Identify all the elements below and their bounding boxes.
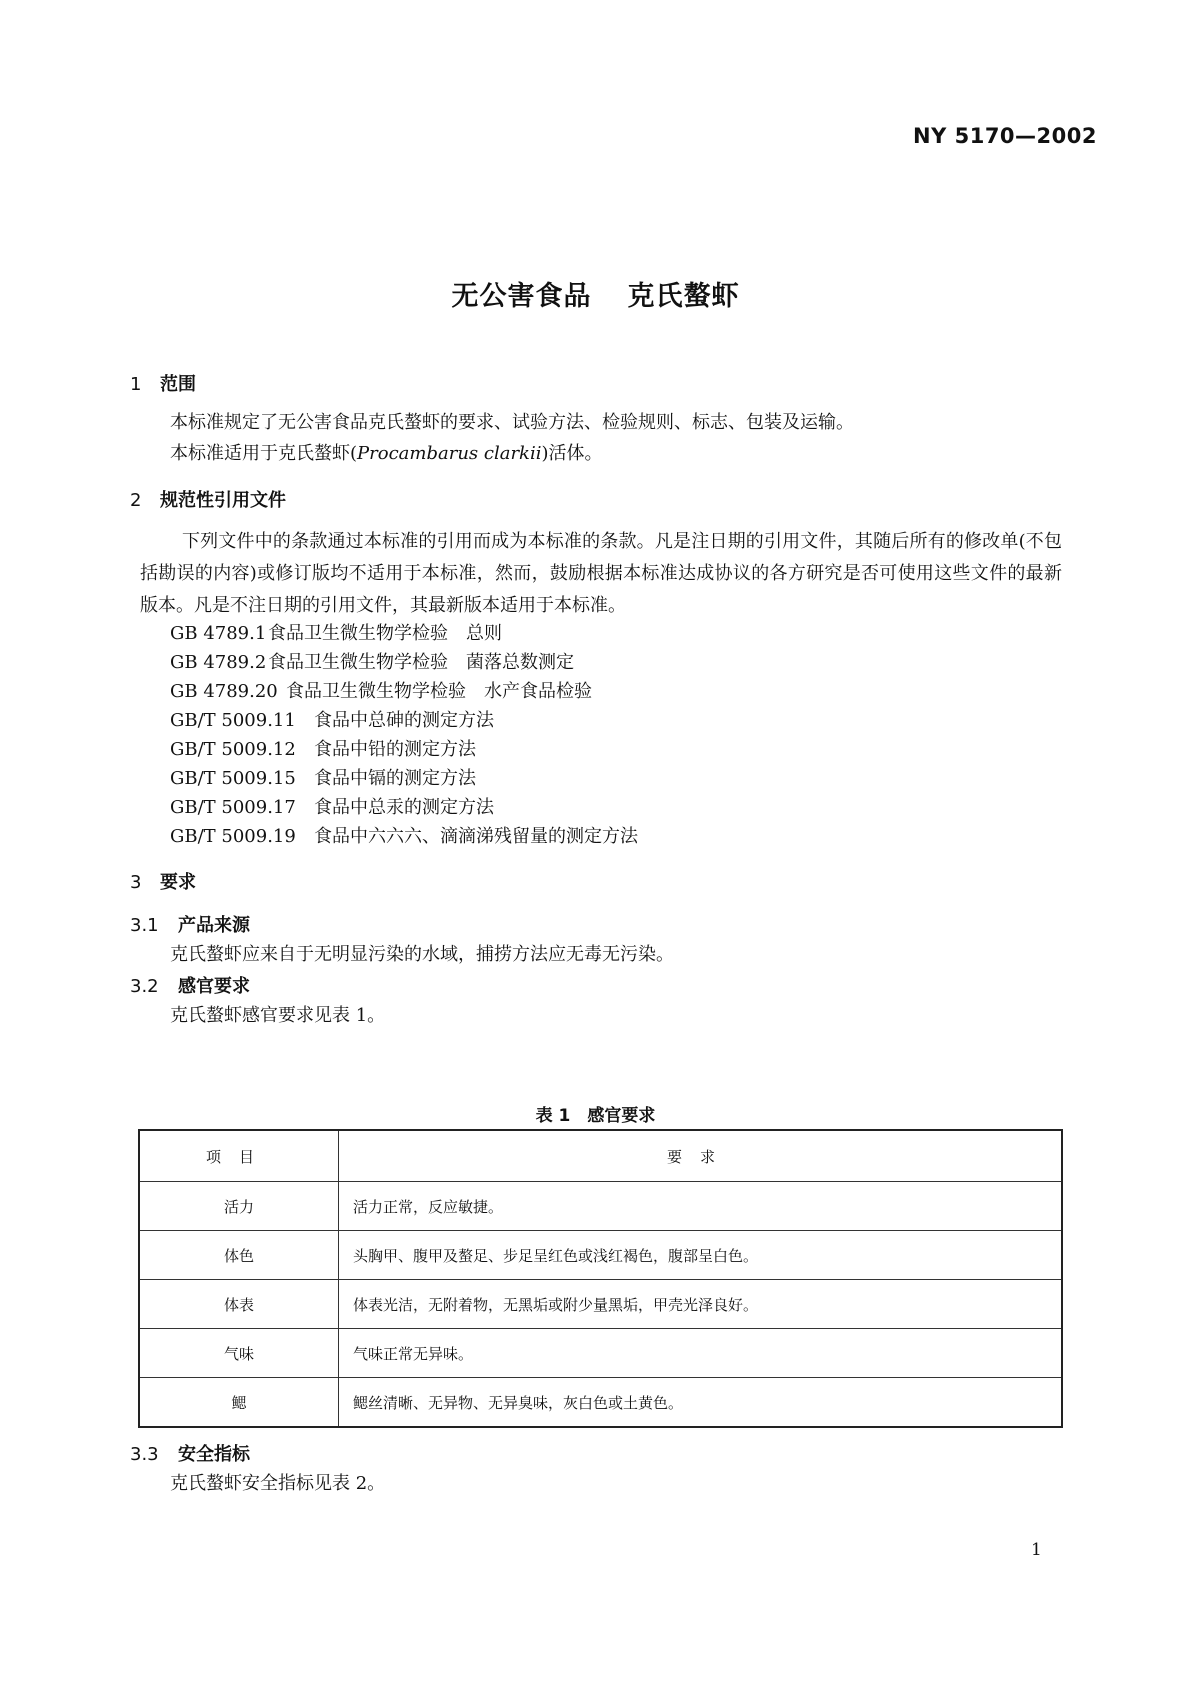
reference-title: 食品卫生微生物学检验 水产食品检验 [286,681,592,702]
requirement-cell: 活力正常，反应敏捷。 [339,1182,1063,1231]
section-number: 3.3 [130,1444,159,1465]
item-cell: 活力 [139,1182,339,1231]
item-cell: 气味 [139,1329,339,1378]
scope-text-post: )活体。 [541,443,603,464]
species-latin-name: Procambarus clarkii [357,443,542,464]
section-title: 安全指标 [178,1444,250,1465]
sensory-requirements-table [138,1129,1063,1428]
document-title [0,274,1191,313]
reference-code: GB/T 5009.19 [170,826,296,847]
section-number: 3 [130,872,142,893]
reference-code: GB/T 5009.17 [170,797,296,818]
reference-item [170,706,494,732]
section-3-2-text: 克氏螯虾感官要求见表 1。 [170,1005,386,1026]
item-cell: 体色 [139,1231,339,1280]
reference-item [170,677,592,703]
table-header-row [139,1130,1062,1182]
section-3-2-heading [130,972,250,998]
requirement-cell: 气味正常无异味。 [339,1329,1063,1378]
standard-code: NY 5170—2002 [913,124,1097,148]
reference-code: GB/T 5009.12 [170,739,296,760]
section-2-heading [130,486,286,512]
section-2-intro: 下列文件中的条款通过本标准的引用而成为本标准的条款。凡是注日期的引用文件，其随后所有的修改单(不包括勘误的内容)或修订版均不适用于本标准，然而，鼓励根据本标准达成协议的各方研究是否可使用这些文件的最新版本。凡是不注日期的引用文件，其最新版本适用于本标准。 [140,531,1062,616]
section-3-1-text: 克氏螯虾应来自于无明显污染的水域，捕捞方法应无毒无污染。 [170,944,674,965]
section-number: 3.2 [130,976,159,997]
table-row [139,1378,1062,1428]
requirement-cell: 鳃丝清晰、无异物、无异臭味，灰白色或土黄色。 [339,1378,1063,1428]
requirement-cell: 体表光洁，无附着物，无黑垢或附少量黑垢，甲壳光泽良好。 [339,1280,1063,1329]
item-cell: 体表 [139,1280,339,1329]
reference-title: 食品中六六六、滴滴涕残留量的测定方法 [314,826,638,847]
reference-code: GB/T 5009.11 [170,710,296,731]
reference-item [170,648,574,674]
title-part-1: 无公害食品 [451,281,592,312]
table-row [139,1182,1062,1231]
reference-code: GB 4789.1 [170,623,267,644]
header-requirement: 要求 [339,1130,1063,1182]
reference-title: 食品卫生微生物学检验 菌落总数测定 [268,652,574,673]
section-number: 2 [130,490,142,511]
table-row [139,1231,1062,1280]
section-1-heading [130,370,196,396]
reference-code: GB/T 5009.15 [170,768,296,789]
requirement-cell: 头胸甲、腹甲及螯足、步足呈红色或浅红褐色，腹部呈白色。 [339,1231,1063,1280]
section-number: 1 [130,374,142,395]
section-3-3-text: 克氏螯虾安全指标见表 2。 [170,1473,386,1494]
section-3-1-heading [130,911,250,937]
section-1-paragraph-2 [170,438,603,470]
section-title: 规范性引用文件 [160,490,286,511]
reference-item [170,735,476,761]
table-row [139,1329,1062,1378]
reference-item [170,793,494,819]
section-title: 要求 [160,872,196,893]
table-row [139,1280,1062,1329]
section-title: 感官要求 [178,976,250,997]
reference-title: 食品中总汞的测定方法 [314,797,494,818]
scope-text-pre: 本标准适用于克氏螯虾( [170,443,358,464]
reference-title: 食品中铅的测定方法 [314,739,476,760]
reference-item [170,619,502,645]
section-3-heading [130,868,196,894]
section-1-paragraph-1: 本标准规定了无公害食品克氏螯虾的要求、试验方法、检验规则、标志、包装及运输。 [170,412,854,433]
section-3-3-heading [130,1440,250,1466]
section-title: 范围 [160,374,196,395]
reference-title: 食品卫生微生物学检验 总则 [268,623,502,644]
reference-item [170,822,638,848]
reference-title: 食品中镉的测定方法 [314,768,476,789]
reference-code: GB 4789.2 [170,652,267,673]
table-caption: 表 1 感官要求 [535,1106,656,1126]
reference-title: 食品中总砷的测定方法 [314,710,494,731]
item-cell: 鳃 [139,1378,339,1428]
section-title: 产品来源 [178,915,250,936]
header-item: 项目 [139,1130,339,1182]
page-number: 1 [1031,1540,1042,1560]
section-number: 3.1 [130,915,159,936]
title-part-2: 克氏螯虾 [627,281,740,312]
reference-code: GB 4789.20 [170,681,278,702]
reference-item [170,764,476,790]
